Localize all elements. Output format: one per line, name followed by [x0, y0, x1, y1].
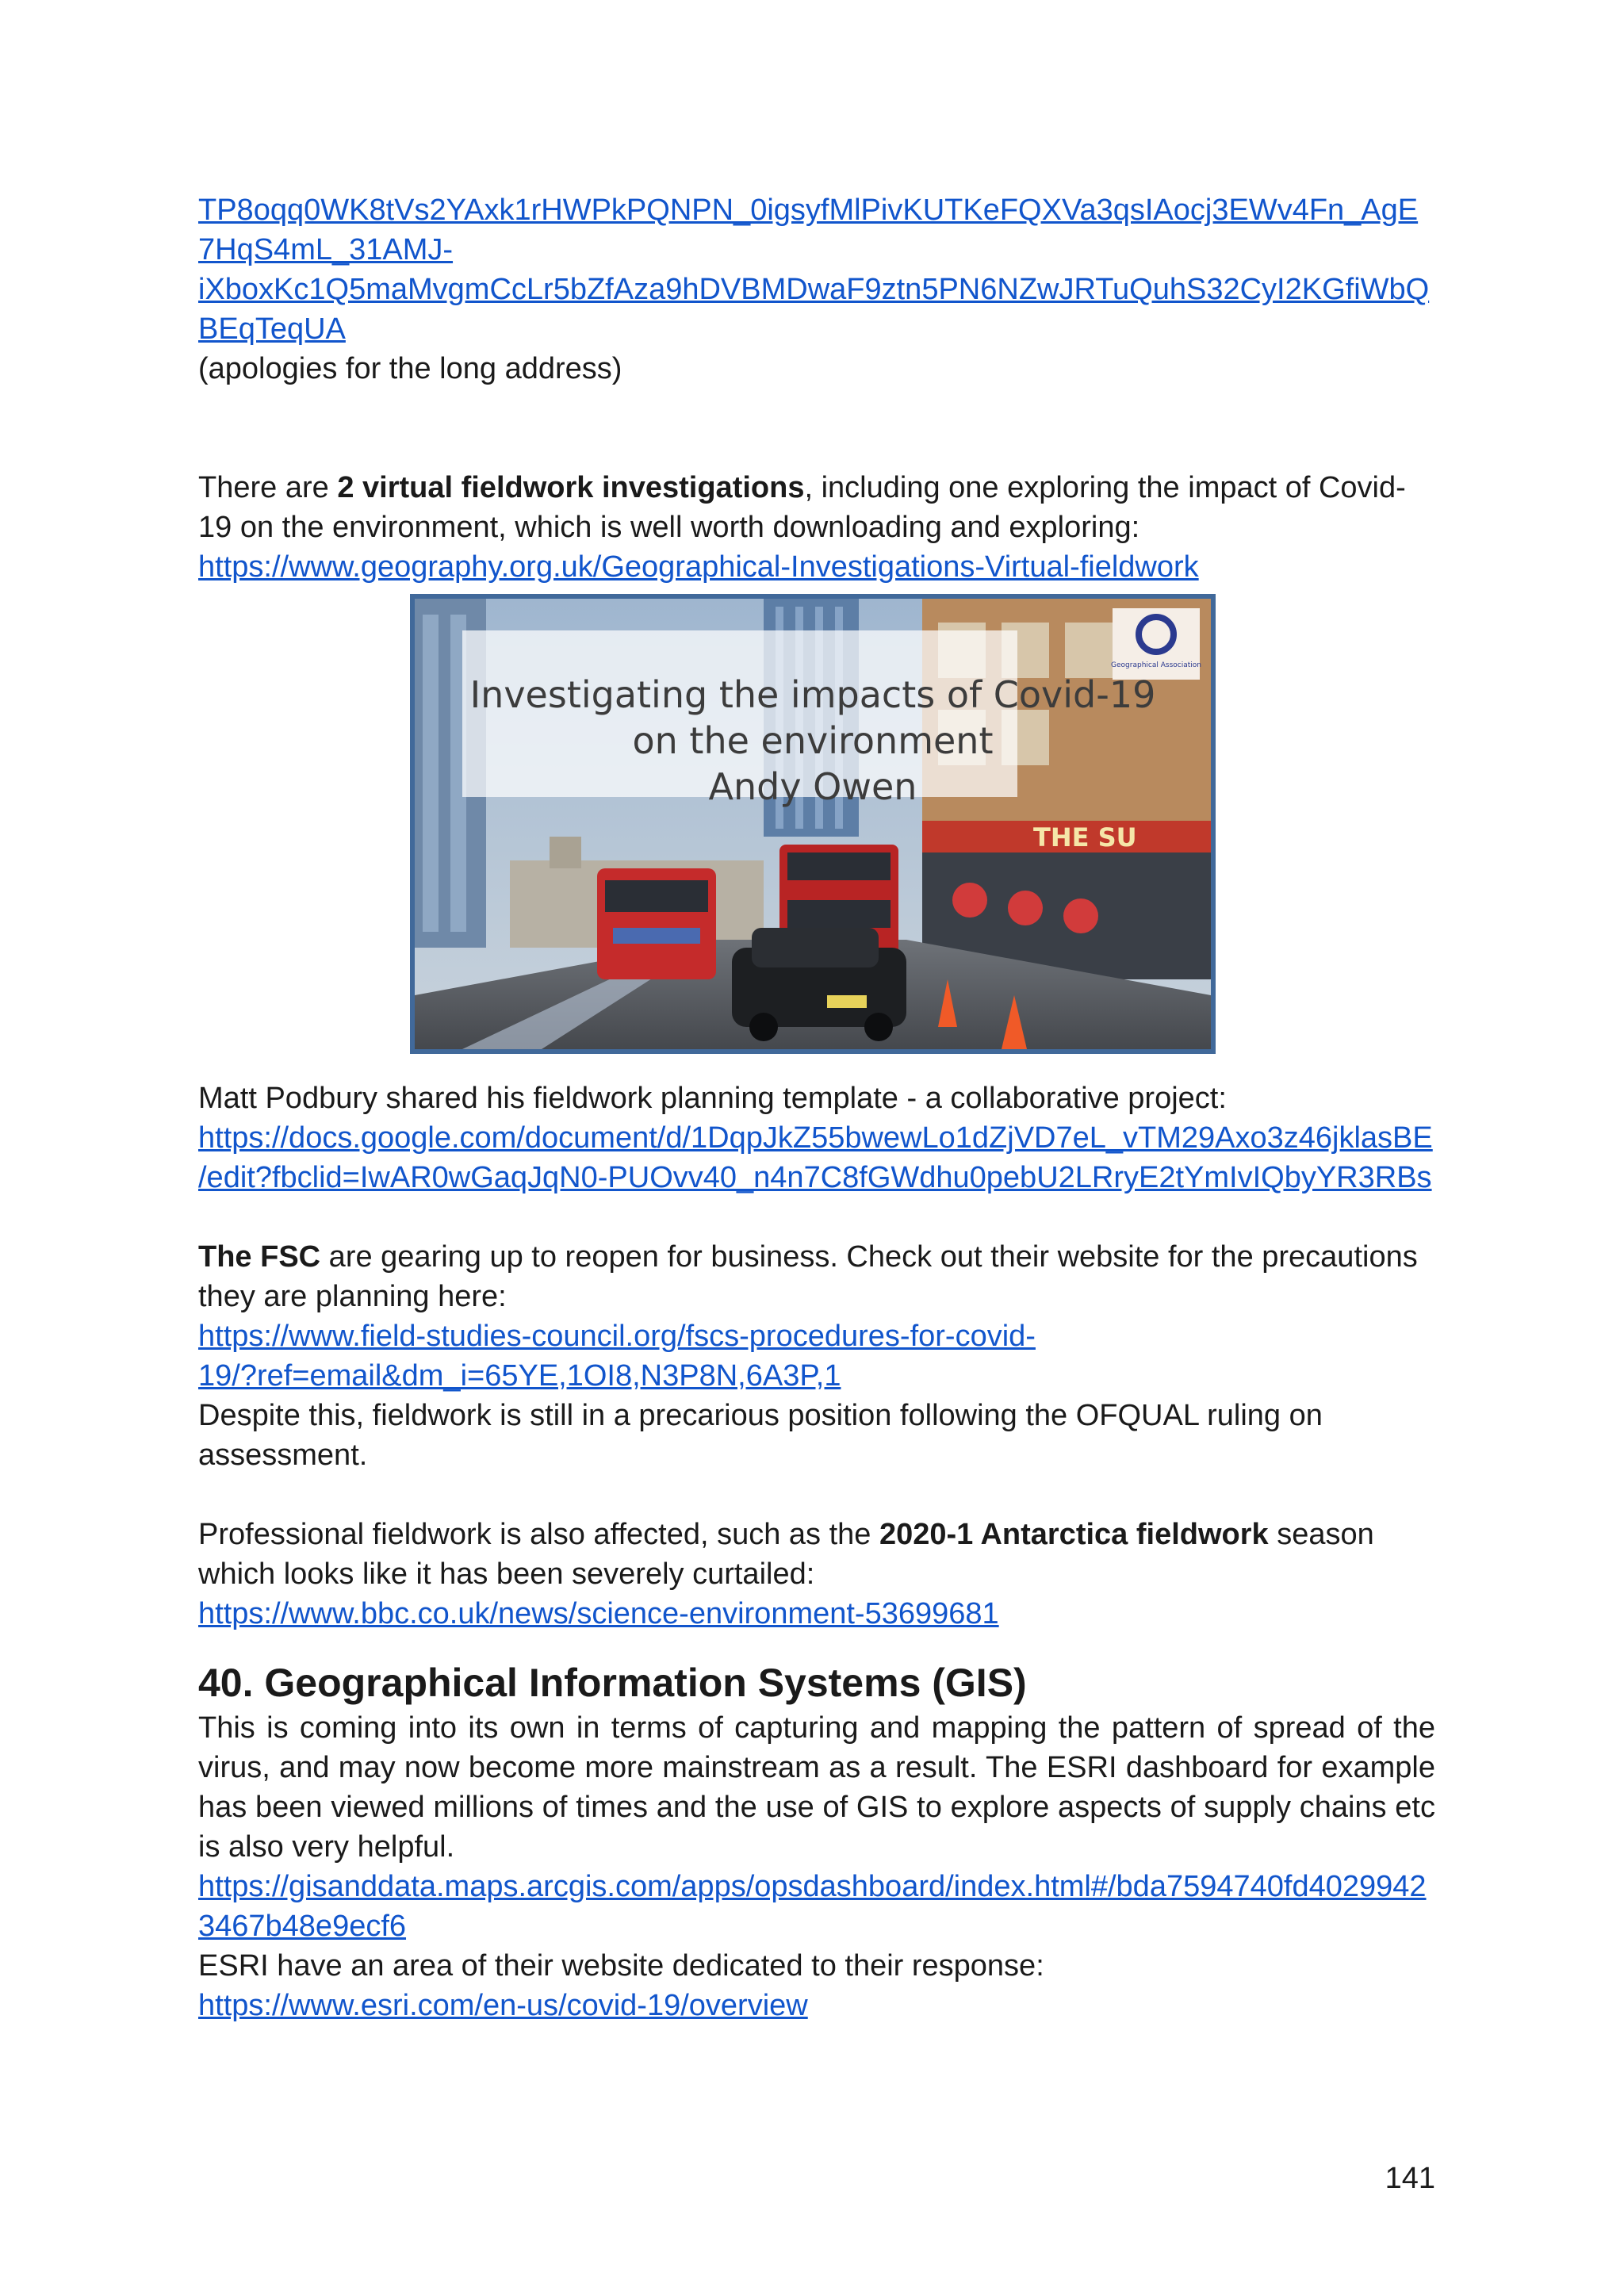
image-title — [415, 672, 1211, 810]
link-line[interactable]: iXboxKc1Q5maMvgmCcLr5bZfAza9hDVBMDwaF9ztn5PN6NZwJRTuQuhS32CyI2KGfiWbQ — [198, 273, 1430, 306]
virtual-fieldwork-bold: 2 virtual fieldwork investigations — [337, 471, 805, 504]
esri-link[interactable]: https://www.esri.com/en-us/covid-19/overview — [198, 1989, 808, 2022]
page-number: 141 — [1385, 2162, 1435, 2195]
esri-text: ESRI have an area of their website dedicated to their response: — [198, 1949, 1044, 1983]
link-line[interactable]: /edit?fbclid=IwAR0wGaqJqN0-PUOvv40_n4n7C8fGWdhu0pebU2LRryE2tYmIvIQbyYR3RBs — [198, 1161, 1432, 1194]
antarctica-bold: 2020-1 Antarctica fieldwork — [879, 1518, 1269, 1551]
podbury-text: Matt Podbury shared his fieldwork planning template - a collaborative project: — [198, 1082, 1227, 1115]
image-title-line: Investigating the impacts of Covid-19 — [469, 673, 1156, 716]
link-line[interactable]: 7HqS4mL_31AMJ- — [198, 233, 454, 266]
virtual-fieldwork-link[interactable]: https://www.geography.org.uk/Geographical-Investigations-Virtual-fieldwork — [198, 550, 1199, 584]
link-line[interactable]: 3467b48e9ecf6 — [198, 1910, 407, 1943]
link-line[interactable]: https://docs.google.com/document/d/1DqpJkZ55bwewLo1dZjVD7eL_vTM29Axo3z46jklasBE — [198, 1121, 1433, 1155]
virtual-fieldwork-paragraph — [198, 468, 1435, 547]
link-line[interactable]: BEqTeqUA — [198, 312, 346, 346]
antarctica-text-after: season which looks like it has been severely curtailed: — [198, 1518, 1374, 1591]
antarctica-link[interactable]: https://www.bbc.co.uk/news/science-environment-53699681 — [198, 1597, 999, 1630]
image-title-line: on the environment — [632, 719, 994, 762]
fsc-text: are gearing up to reopen for business. Check out their website for the precautions they are planning here: — [198, 1240, 1418, 1313]
fsc-link[interactable] — [198, 1316, 1435, 1396]
image-title-line: Andy Owen — [708, 765, 917, 808]
apology-note: (apologies for the long address) — [198, 352, 622, 385]
fsc-after-text: Despite this, fieldwork is still in a precarious position following the OFQUAL ruling on assessment. — [198, 1399, 1323, 1472]
shop-sign: THE SU — [1033, 822, 1137, 852]
antarctica-text-before: Professional fieldwork is also affected, such as the — [198, 1518, 879, 1551]
podbury-link[interactable] — [198, 1118, 1435, 1197]
gis-paragraph: This is coming into its own in terms of capturing and mapping the pattern of spread of the virus, and may now become more mainstream as a result. The ESRI dashboard for example has been viewed millions of times and the use of GIS to explore aspects of supply chains etc is also very helpful. — [198, 1711, 1435, 1864]
link-line[interactable]: 19/?ref=email&dm_i=65YE,1OI8,N3P8N,6A3P,1 — [198, 1359, 841, 1393]
fsc-bold: The FSC — [198, 1240, 321, 1274]
link-line[interactable]: https://gisanddata.maps.arcgis.com/apps/opsdashboard/index.html#/bda7594740fd4029942 — [198, 1870, 1427, 1903]
fsc-paragraph — [198, 1237, 1435, 1316]
street-scene-illustration — [415, 599, 1211, 1049]
logo-text: Geographical Association — [1111, 661, 1201, 669]
gis-heading: 40. Geographical Information Systems (GIS) — [198, 1661, 1027, 1705]
link-line[interactable]: TP8oqq0WK8tVs2YAxk1rHWPkPQNPN_0igsyfMlPivKUTKeFQXVa3qsIAocj3EWv4Fn_AgE — [198, 193, 1419, 227]
antarctica-paragraph — [198, 1515, 1435, 1594]
virtual-fieldwork-text-before: There are — [198, 471, 338, 504]
link-line[interactable]: https://www.field-studies-council.org/fscs-procedures-for-covid- — [198, 1320, 1036, 1353]
page-content — [198, 190, 1435, 2025]
long-address-link[interactable] — [198, 190, 1435, 349]
covid-investigation-image — [410, 594, 1216, 1054]
esri-dashboard-link[interactable] — [198, 1867, 1435, 1946]
virtual-fieldwork-text-after: , including one exploring the impact of Covid-19 on the environment, which is well worth downloading and exploring: — [198, 471, 1406, 544]
